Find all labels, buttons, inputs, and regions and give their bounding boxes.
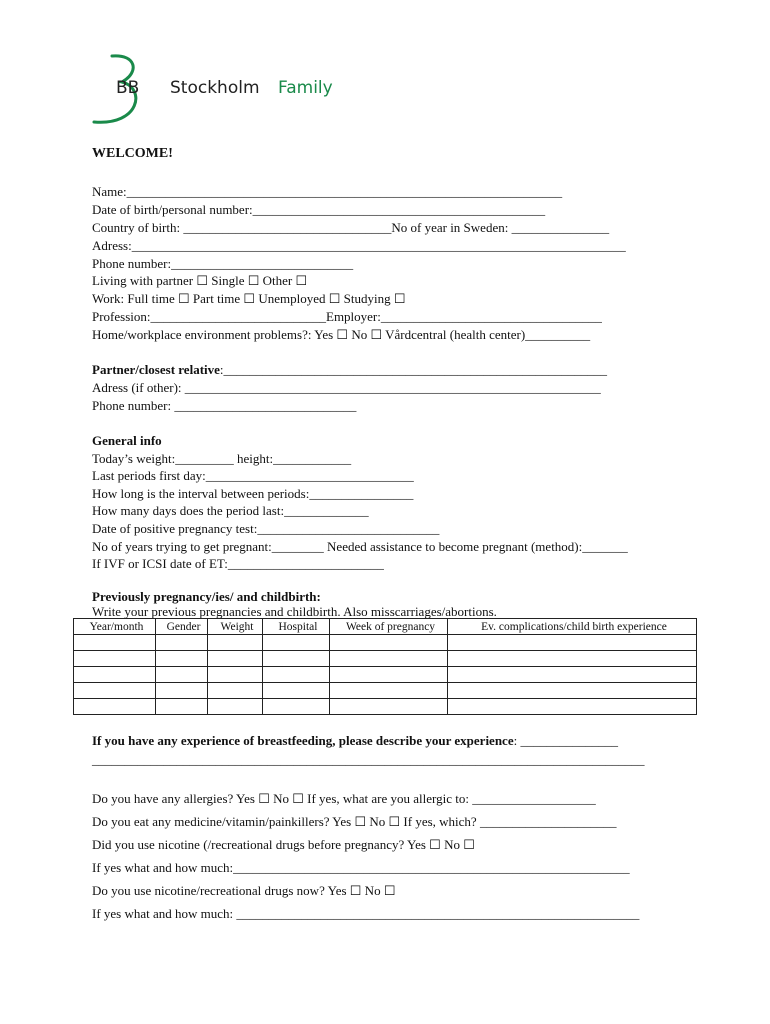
previous-instruction: Write your previous pregnancies and childbirth. Also misscarriages/abortions. [92,604,497,619]
table-cell[interactable] [208,667,263,683]
table-cell[interactable] [263,683,330,699]
welcome-heading: WELCOME! [92,146,173,161]
weight-height-field[interactable]: Today’s weight:_________ height:____________ [92,451,352,466]
nicotine-before-question[interactable]: Did you use nicotine (/recreational drugs before pregnancy? Yes ☐ No ☐ [92,837,475,852]
years-trying-field[interactable]: No of years trying to get pregnant:________ Needed assistance to become pregnant (method):_______ [92,539,628,554]
how-much-field-1[interactable]: If yes what and how much:_____________________________________________________________ [92,860,630,875]
partner-adress-field[interactable]: Adress (if other): ________________________________________________________________ [92,380,601,395]
period-days-field[interactable]: How many days does the period last:_____________ [92,503,369,518]
breastfeeding-field[interactable] [92,733,618,749]
table-cell[interactable] [330,667,448,683]
table-cell[interactable] [330,683,448,699]
table-cell[interactable] [448,667,697,683]
partner-line: :___________________________________________________________ [219,362,608,377]
pregnancy-history-table [73,618,697,715]
table-cell[interactable] [448,635,697,651]
name-field[interactable]: Name:___________________________________________________________________ [92,184,563,199]
table-row[interactable] [74,699,697,715]
breastfeeding-question: If you have any experience of breastfeeding, please describe your experience [92,733,514,748]
allergies-question[interactable]: Do you have any allergies? Yes ☐ No ☐ If yes, what are you allergic to: ___________________ [92,791,596,806]
col-hospital: Hospital [263,619,330,635]
work-options[interactable]: Work: Full time ☐ Part time ☐ Unemployed ☐ Studying ☐ [92,291,406,306]
table-cell[interactable] [263,667,330,683]
pregnancy-test-field[interactable]: Date of positive pregnancy test:____________________________ [92,521,440,536]
environment-question[interactable]: Home/workplace environment problems?: Yes ☐ No ☐ Vårdcentral (health center)__________ [92,327,591,342]
table-cell[interactable] [208,635,263,651]
table-cell[interactable] [448,651,697,667]
logo-bb: BB [116,78,140,98]
breastfeeding-line-2[interactable]: _____________________________________________________________________________________ [92,752,645,767]
table-row[interactable] [74,683,697,699]
table-cell[interactable] [208,683,263,699]
medicine-question[interactable]: Do you eat any medicine/vitamin/painkillers? Yes ☐ No ☐ If yes, which? _____________________ [92,814,617,829]
partner-phone-field[interactable]: Phone number: ____________________________ [92,398,357,413]
table-cell[interactable] [330,699,448,715]
phone-field[interactable]: Phone number:____________________________ [92,256,354,271]
table-row[interactable] [74,667,697,683]
col-week: Week of pregnancy [330,619,448,635]
logo-family: Family [278,78,333,98]
table-cell[interactable] [156,699,208,715]
logo-stockholm: Stockholm [170,78,260,98]
living-options[interactable]: Living with partner ☐ Single ☐ Other ☐ [92,273,308,288]
logo [90,52,350,130]
nicotine-now-question[interactable]: Do you use nicotine/recreational drugs now? Yes ☐ No ☐ [92,883,396,898]
partner-heading: Partner/closest relative [92,362,220,377]
table-cell[interactable] [74,667,156,683]
col-year-month: Year/month [74,619,156,635]
col-gender: Gender [156,619,208,635]
col-weight: Weight [208,619,263,635]
table-cell[interactable] [263,699,330,715]
dob-field[interactable]: Date of birth/personal number:_____________________________________________ [92,202,546,217]
table-row[interactable] [74,651,697,667]
previous-heading: Previously pregnancy/ies/ and childbirth: [92,589,321,604]
table-cell[interactable] [330,651,448,667]
table-cell[interactable] [263,651,330,667]
table-cell[interactable] [156,651,208,667]
country-field[interactable]: Country of birth: ________________________________No of year in Sweden: _______________ [92,220,610,235]
table-cell[interactable] [448,683,697,699]
table-cell[interactable] [263,635,330,651]
table-cell[interactable] [208,699,263,715]
adress-field[interactable]: Adress:____________________________________________________________________________ [92,238,626,253]
table-cell[interactable] [208,651,263,667]
col-complications: Ev. complications/child birth experience [448,619,697,635]
how-much-field-2[interactable]: If yes what and how much: ______________________________________________________________ [92,906,640,921]
table-header-row [74,619,697,635]
table-cell[interactable] [74,651,156,667]
table-cell[interactable] [156,683,208,699]
table-cell[interactable] [330,635,448,651]
table-cell[interactable] [156,667,208,683]
interval-field[interactable]: How long is the interval between periods:________________ [92,486,414,501]
breastfeeding-line: : _______________ [513,733,618,748]
table-cell[interactable] [74,683,156,699]
ivf-field[interactable]: If IVF or ICSI date of ET:________________________ [92,556,384,571]
table-cell[interactable] [156,635,208,651]
general-info-heading: General info [92,433,162,448]
partner-field[interactable] [92,362,607,378]
table-cell[interactable] [448,699,697,715]
table-cell[interactable] [74,699,156,715]
table-cell[interactable] [74,635,156,651]
profession-field[interactable]: Profession:___________________________Employer:__________________________________ [92,309,602,324]
last-periods-field[interactable]: Last periods first day:________________________________ [92,468,414,483]
table-row[interactable] [74,635,697,651]
